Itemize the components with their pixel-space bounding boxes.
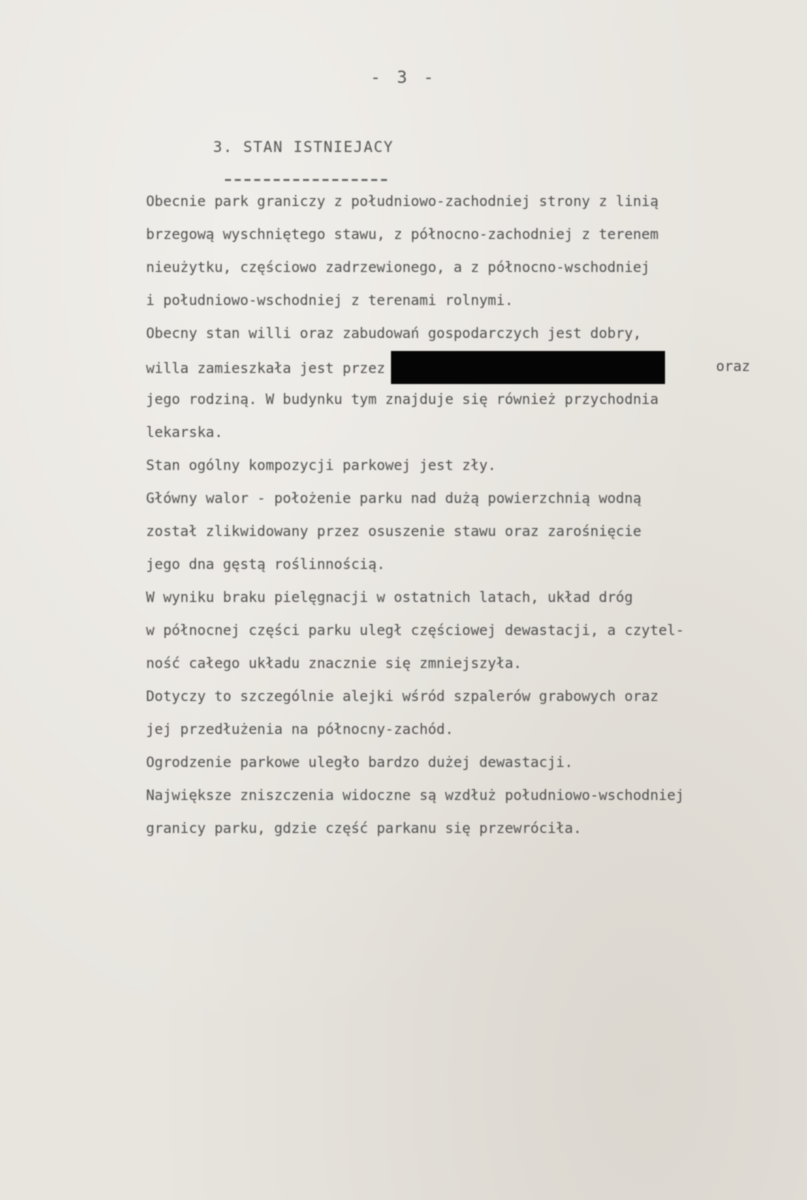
text-line-redacted (146, 351, 776, 384)
text-line: Ogrodzenie parkowe uległo bardzo dużej dewastacji. (146, 755, 574, 771)
text-line: w północnej części parku uległ częściowej dewastacji, a czytel- (146, 623, 685, 639)
text-before-redaction: willa zamieszkała jest przez (146, 361, 386, 377)
text-after-redaction: oraz (716, 359, 751, 375)
text-line: Obecnie park graniczy z południowo-zachodniej strony z linią (146, 194, 659, 210)
text-line: jego dna gęstą roślinnością. (146, 557, 386, 573)
document-body (146, 186, 776, 846)
text-line: jej przedłużenia na północny-zachód. (146, 722, 454, 738)
text-line: Stan ogólny kompozycji parkowej jest zły. (146, 458, 497, 474)
text-line: W wyniku braku pielęgnacji w ostatnich latach, układ dróg (146, 590, 633, 606)
text-line: Dotyczy to szczególnie alejki wśród szpalerów grabowych oraz (146, 689, 659, 705)
heading-underline (225, 179, 387, 181)
text-line: i południowo-wschodniej z terenami rolnymi. (146, 293, 514, 309)
text-line: lekarska. (146, 425, 223, 441)
text-line: jego rodziną. W budynku tym znajduje się również przychodnia (146, 392, 659, 408)
text-line: nieużytku, częściowo zadrzewionego, a z północno-wschodniej (146, 260, 650, 276)
text-line: brzegową wyschniętego stawu, z północno-zachodniej z terenem (146, 227, 659, 243)
text-line: został zlikwidowany przez osuszenie stawu oraz zarośnięcie (146, 524, 642, 540)
section-heading-text: 3. STAN ISTNIEJACY (213, 138, 394, 156)
text-line: Obecny stan willi oraz zabudowań gospodarczych jest dobry, (146, 326, 642, 342)
text-line: granicy parku, gdzie część parkanu się przewróciła. (146, 821, 582, 837)
page-number: - 3 - (370, 68, 437, 88)
redaction-box (391, 351, 665, 384)
text-line: Największe zniszczenia widoczne są wzdłuż południowo-wschodniej (146, 788, 685, 804)
text-line: Główny walor - położenie parku nad dużą powierzchnią wodną (146, 491, 642, 507)
text-line: ność całego układu znacznie się zmniejszyła. (146, 656, 522, 672)
